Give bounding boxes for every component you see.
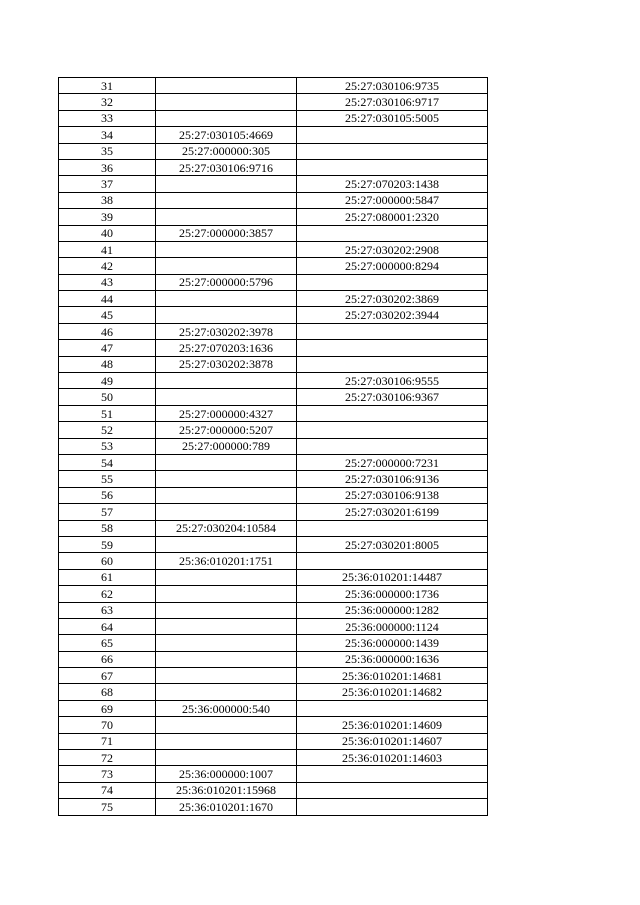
row-number-cell: 40 xyxy=(59,225,156,241)
table-row xyxy=(59,454,488,470)
cadastral-number-cell-a xyxy=(156,94,297,110)
cadastral-number-cell-a xyxy=(156,504,297,520)
row-number-cell: 53 xyxy=(59,438,156,454)
table-row xyxy=(59,192,488,208)
cadastral-number-cell-a xyxy=(156,176,297,192)
cadastral-number-cell-b: 25:36:010201:14681 xyxy=(297,668,488,684)
table-row xyxy=(59,389,488,405)
table-row xyxy=(59,405,488,421)
cadastral-number-cell-a: 25:27:030204:10584 xyxy=(156,520,297,536)
cadastral-number-cell-a xyxy=(156,110,297,126)
table-row xyxy=(59,78,488,94)
row-number-cell: 31 xyxy=(59,78,156,94)
row-number-cell: 75 xyxy=(59,799,156,815)
table-row xyxy=(59,241,488,257)
cadastral-number-cell-b: 25:27:000000:5847 xyxy=(297,192,488,208)
cadastral-number-cell-b: 25:27:070203:1438 xyxy=(297,176,488,192)
cadastral-number-cell-b: 25:27:030106:9136 xyxy=(297,471,488,487)
cadastral-numbers-table xyxy=(58,77,488,816)
cadastral-number-cell-a: 25:27:030202:3878 xyxy=(156,356,297,372)
table-row xyxy=(59,176,488,192)
table-row xyxy=(59,700,488,716)
table-row xyxy=(59,340,488,356)
row-number-cell: 38 xyxy=(59,192,156,208)
table-row xyxy=(59,291,488,307)
row-number-cell: 71 xyxy=(59,733,156,749)
table-row xyxy=(59,750,488,766)
cadastral-number-cell-b xyxy=(297,700,488,716)
cadastral-number-cell-a xyxy=(156,307,297,323)
table-row xyxy=(59,438,488,454)
row-number-cell: 66 xyxy=(59,651,156,667)
table-row xyxy=(59,635,488,651)
row-number-cell: 68 xyxy=(59,684,156,700)
cadastral-number-cell-b xyxy=(297,356,488,372)
cadastral-number-cell-b: 25:36:000000:1282 xyxy=(297,602,488,618)
row-number-cell: 46 xyxy=(59,323,156,339)
table-row xyxy=(59,258,488,274)
row-number-cell: 35 xyxy=(59,143,156,159)
table-row xyxy=(59,159,488,175)
cadastral-number-cell-a: 25:36:000000:1007 xyxy=(156,766,297,782)
cadastral-number-cell-b: 25:27:030106:9555 xyxy=(297,373,488,389)
cadastral-number-cell-a xyxy=(156,651,297,667)
cadastral-number-cell-a xyxy=(156,78,297,94)
table-row xyxy=(59,618,488,634)
table-row xyxy=(59,586,488,602)
cadastral-number-cell-a: 25:36:000000:540 xyxy=(156,700,297,716)
cadastral-number-cell-b xyxy=(297,159,488,175)
cadastral-number-cell-a: 25:27:070203:1636 xyxy=(156,340,297,356)
row-number-cell: 59 xyxy=(59,536,156,552)
row-number-cell: 73 xyxy=(59,766,156,782)
row-number-cell: 43 xyxy=(59,274,156,290)
cadastral-number-cell-a xyxy=(156,209,297,225)
cadastral-number-cell-b xyxy=(297,323,488,339)
cadastral-number-cell-a: 25:27:030106:9716 xyxy=(156,159,297,175)
row-number-cell: 42 xyxy=(59,258,156,274)
cadastral-number-cell-a xyxy=(156,717,297,733)
row-number-cell: 32 xyxy=(59,94,156,110)
cadastral-number-cell-b xyxy=(297,127,488,143)
row-number-cell: 69 xyxy=(59,700,156,716)
row-number-cell: 74 xyxy=(59,782,156,798)
cadastral-number-cell-a: 25:27:000000:789 xyxy=(156,438,297,454)
cadastral-number-cell-a: 25:27:030105:4669 xyxy=(156,127,297,143)
row-number-cell: 52 xyxy=(59,422,156,438)
cadastral-number-cell-b: 25:27:080001:2320 xyxy=(297,209,488,225)
cadastral-number-cell-a: 25:36:010201:1670 xyxy=(156,799,297,815)
row-number-cell: 41 xyxy=(59,241,156,257)
table-row xyxy=(59,143,488,159)
cadastral-number-cell-b: 25:36:000000:1439 xyxy=(297,635,488,651)
row-number-cell: 48 xyxy=(59,356,156,372)
row-number-cell: 56 xyxy=(59,487,156,503)
cadastral-number-cell-a: 25:36:010201:1751 xyxy=(156,553,297,569)
cadastral-number-cell-a xyxy=(156,258,297,274)
row-number-cell: 57 xyxy=(59,504,156,520)
table-row xyxy=(59,127,488,143)
cadastral-number-cell-b: 25:27:000000:7231 xyxy=(297,454,488,470)
cadastral-number-cell-a xyxy=(156,389,297,405)
cadastral-number-cell-b: 25:36:010201:14607 xyxy=(297,733,488,749)
cadastral-number-cell-b xyxy=(297,553,488,569)
cadastral-number-cell-b xyxy=(297,422,488,438)
table-row xyxy=(59,733,488,749)
cadastral-number-cell-b: 25:27:030105:5005 xyxy=(297,110,488,126)
cadastral-number-cell-b xyxy=(297,520,488,536)
cadastral-number-cell-b: 25:36:000000:1124 xyxy=(297,618,488,634)
cadastral-number-cell-b: 25:27:030201:8005 xyxy=(297,536,488,552)
cadastral-number-cell-b: 25:27:030106:9367 xyxy=(297,389,488,405)
table-row xyxy=(59,536,488,552)
cadastral-number-cell-a xyxy=(156,618,297,634)
cadastral-number-cell-a xyxy=(156,602,297,618)
table-row xyxy=(59,225,488,241)
cadastral-number-cell-a: 25:27:000000:4327 xyxy=(156,405,297,421)
cadastral-number-cell-a xyxy=(156,487,297,503)
table-row xyxy=(59,323,488,339)
cadastral-number-cell-b: 25:27:030202:3869 xyxy=(297,291,488,307)
cadastral-number-cell-b xyxy=(297,782,488,798)
cadastral-number-cell-b xyxy=(297,225,488,241)
row-number-cell: 67 xyxy=(59,668,156,684)
table-row xyxy=(59,602,488,618)
cadastral-number-cell-b: 25:36:000000:1736 xyxy=(297,586,488,602)
table-row xyxy=(59,504,488,520)
row-number-cell: 70 xyxy=(59,717,156,733)
row-number-cell: 61 xyxy=(59,569,156,585)
row-number-cell: 49 xyxy=(59,373,156,389)
table-row xyxy=(59,569,488,585)
table-body xyxy=(59,78,488,816)
cadastral-number-cell-a xyxy=(156,241,297,257)
table-row xyxy=(59,684,488,700)
cadastral-number-cell-b: 25:36:010201:14603 xyxy=(297,750,488,766)
cadastral-number-cell-b: 25:27:030202:2908 xyxy=(297,241,488,257)
cadastral-number-cell-a xyxy=(156,291,297,307)
row-number-cell: 72 xyxy=(59,750,156,766)
table-row xyxy=(59,782,488,798)
table-row xyxy=(59,422,488,438)
cadastral-number-cell-a: 25:27:000000:5207 xyxy=(156,422,297,438)
cadastral-number-cell-a xyxy=(156,454,297,470)
row-number-cell: 39 xyxy=(59,209,156,225)
table-row xyxy=(59,766,488,782)
table-row xyxy=(59,274,488,290)
cadastral-number-cell-a: 25:36:010201:15968 xyxy=(156,782,297,798)
table-row xyxy=(59,799,488,815)
cadastral-number-cell-b xyxy=(297,340,488,356)
table-row xyxy=(59,209,488,225)
table-row xyxy=(59,110,488,126)
cadastral-number-cell-b: 25:27:030106:9138 xyxy=(297,487,488,503)
row-number-cell: 33 xyxy=(59,110,156,126)
table-row xyxy=(59,520,488,536)
cadastral-number-cell-b: 25:27:030201:6199 xyxy=(297,504,488,520)
row-number-cell: 36 xyxy=(59,159,156,175)
cadastral-number-cell-b: 25:36:010201:14609 xyxy=(297,717,488,733)
cadastral-number-cell-a xyxy=(156,750,297,766)
cadastral-number-cell-a: 25:27:000000:3857 xyxy=(156,225,297,241)
row-number-cell: 54 xyxy=(59,454,156,470)
cadastral-number-cell-b xyxy=(297,438,488,454)
row-number-cell: 60 xyxy=(59,553,156,569)
cadastral-number-cell-a xyxy=(156,536,297,552)
table-row xyxy=(59,717,488,733)
row-number-cell: 50 xyxy=(59,389,156,405)
row-number-cell: 51 xyxy=(59,405,156,421)
table-row xyxy=(59,487,488,503)
row-number-cell: 58 xyxy=(59,520,156,536)
cadastral-number-cell-a xyxy=(156,192,297,208)
cadastral-number-cell-b: 25:27:030202:3944 xyxy=(297,307,488,323)
table-row xyxy=(59,651,488,667)
cadastral-number-cell-b: 25:27:030106:9717 xyxy=(297,94,488,110)
row-number-cell: 45 xyxy=(59,307,156,323)
cadastral-number-cell-b xyxy=(297,405,488,421)
table-row xyxy=(59,94,488,110)
cadastral-number-cell-a xyxy=(156,569,297,585)
table-row xyxy=(59,356,488,372)
cadastral-number-cell-b xyxy=(297,143,488,159)
cadastral-number-cell-a xyxy=(156,635,297,651)
cadastral-number-cell-a: 25:27:000000:305 xyxy=(156,143,297,159)
cadastral-number-cell-a xyxy=(156,668,297,684)
cadastral-number-cell-b: 25:36:010201:14682 xyxy=(297,684,488,700)
cadastral-number-cell-b: 25:36:000000:1636 xyxy=(297,651,488,667)
row-number-cell: 34 xyxy=(59,127,156,143)
table-row xyxy=(59,471,488,487)
cadastral-number-cell-b xyxy=(297,274,488,290)
cadastral-number-cell-a xyxy=(156,471,297,487)
table-row xyxy=(59,668,488,684)
cadastral-number-cell-b xyxy=(297,766,488,782)
row-number-cell: 64 xyxy=(59,618,156,634)
cadastral-number-cell-a xyxy=(156,586,297,602)
row-number-cell: 44 xyxy=(59,291,156,307)
cadastral-number-cell-a xyxy=(156,733,297,749)
row-number-cell: 55 xyxy=(59,471,156,487)
row-number-cell: 62 xyxy=(59,586,156,602)
cadastral-number-cell-b: 25:27:000000:8294 xyxy=(297,258,488,274)
table-row xyxy=(59,553,488,569)
cadastral-number-cell-b: 25:27:030106:9735 xyxy=(297,78,488,94)
table-row xyxy=(59,307,488,323)
row-number-cell: 63 xyxy=(59,602,156,618)
row-number-cell: 65 xyxy=(59,635,156,651)
cadastral-number-cell-b xyxy=(297,799,488,815)
cadastral-number-cell-a xyxy=(156,373,297,389)
row-number-cell: 37 xyxy=(59,176,156,192)
cadastral-number-cell-b: 25:36:010201:14487 xyxy=(297,569,488,585)
cadastral-number-cell-a xyxy=(156,684,297,700)
table-row xyxy=(59,373,488,389)
row-number-cell: 47 xyxy=(59,340,156,356)
cadastral-number-cell-a: 25:27:030202:3978 xyxy=(156,323,297,339)
cadastral-number-cell-a: 25:27:000000:5796 xyxy=(156,274,297,290)
